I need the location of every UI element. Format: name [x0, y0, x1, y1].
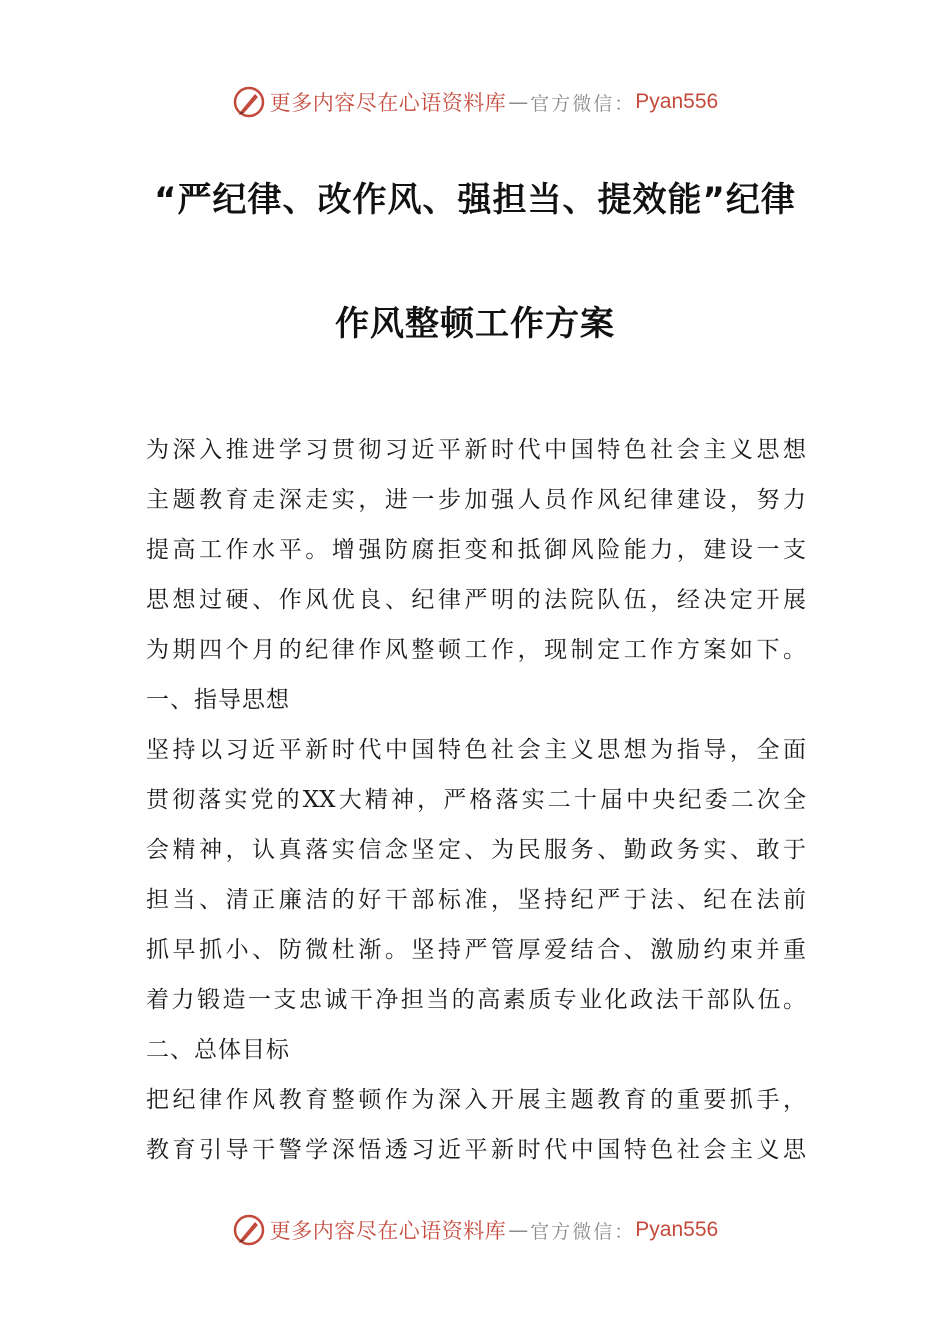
body-line: 担当、清正廉洁的好干部标准，坚持纪严于法、纪在法前 — [146, 887, 806, 913]
body-line: 思想过硬、作风优良、纪律严明的法院队伍，经决定开展 — [146, 587, 806, 613]
document-title-line-2: 作风整顿工作方案 — [335, 304, 615, 344]
banner-separator: — — [508, 1218, 529, 1242]
banner-wechat-id: Pyan556 — [635, 90, 719, 113]
footer-banner — [0, 1210, 950, 1250]
banner-label: 官方微信： — [530, 92, 636, 115]
body-line: 为期四个月的纪律作风整顿工作，现制定工作方案如下。 — [146, 637, 806, 663]
banner-main-text: 更多内容尽在心语资料库 — [269, 91, 507, 115]
body-line: 贯彻落实党的XX大精神，严格落实二十届中央纪委二次全 — [146, 787, 806, 813]
document-body — [146, 425, 806, 1175]
body-line: 坚持以习近平新时代中国特色社会主义思想为指导，全面 — [146, 737, 806, 763]
banner-label: 官方微信： — [530, 1220, 636, 1243]
document-title-line-1: “严纪律、改作风、强担当、提效能”纪律 — [154, 180, 796, 220]
banner-separator: — — [508, 90, 529, 114]
banner-main-text: 更多内容尽在心语资料库 — [269, 1219, 507, 1243]
body-line: 教育引导干警学深悟透习近平新时代中国特色社会主义思 — [146, 1137, 806, 1163]
body-line: 主题教育走深走实，进一步加强人员作风纪律建设，努力 — [146, 487, 806, 513]
header-banner — [0, 82, 950, 122]
banner-wechat-id: Pyan556 — [635, 1218, 719, 1241]
pen-logo-icon — [232, 85, 266, 119]
body-line: 把纪律作风教育整顿作为深入开展主题教育的重要抓手， — [146, 1087, 806, 1113]
body-line: 会精神，认真落实信念坚定、为民服务、勤政务实、敢于 — [146, 837, 806, 863]
body-line: 提高工作水平。增强防腐拒变和抵御风险能力，建设一支 — [146, 537, 806, 563]
section-heading: 二、总体目标 — [146, 1037, 290, 1063]
body-line: 抓早抓小、防微杜渐。坚持严管厚爱结合、激励约束并重 — [146, 937, 806, 963]
pen-logo-icon — [232, 1213, 266, 1247]
body-line: 为深入推进学习贯彻习近平新时代中国特色社会主义思想 — [146, 437, 806, 463]
body-line: 着力锻造一支忠诚干净担当的高素质专业化政法干部队伍。 — [146, 987, 806, 1013]
section-heading: 一、指导思想 — [146, 687, 290, 713]
